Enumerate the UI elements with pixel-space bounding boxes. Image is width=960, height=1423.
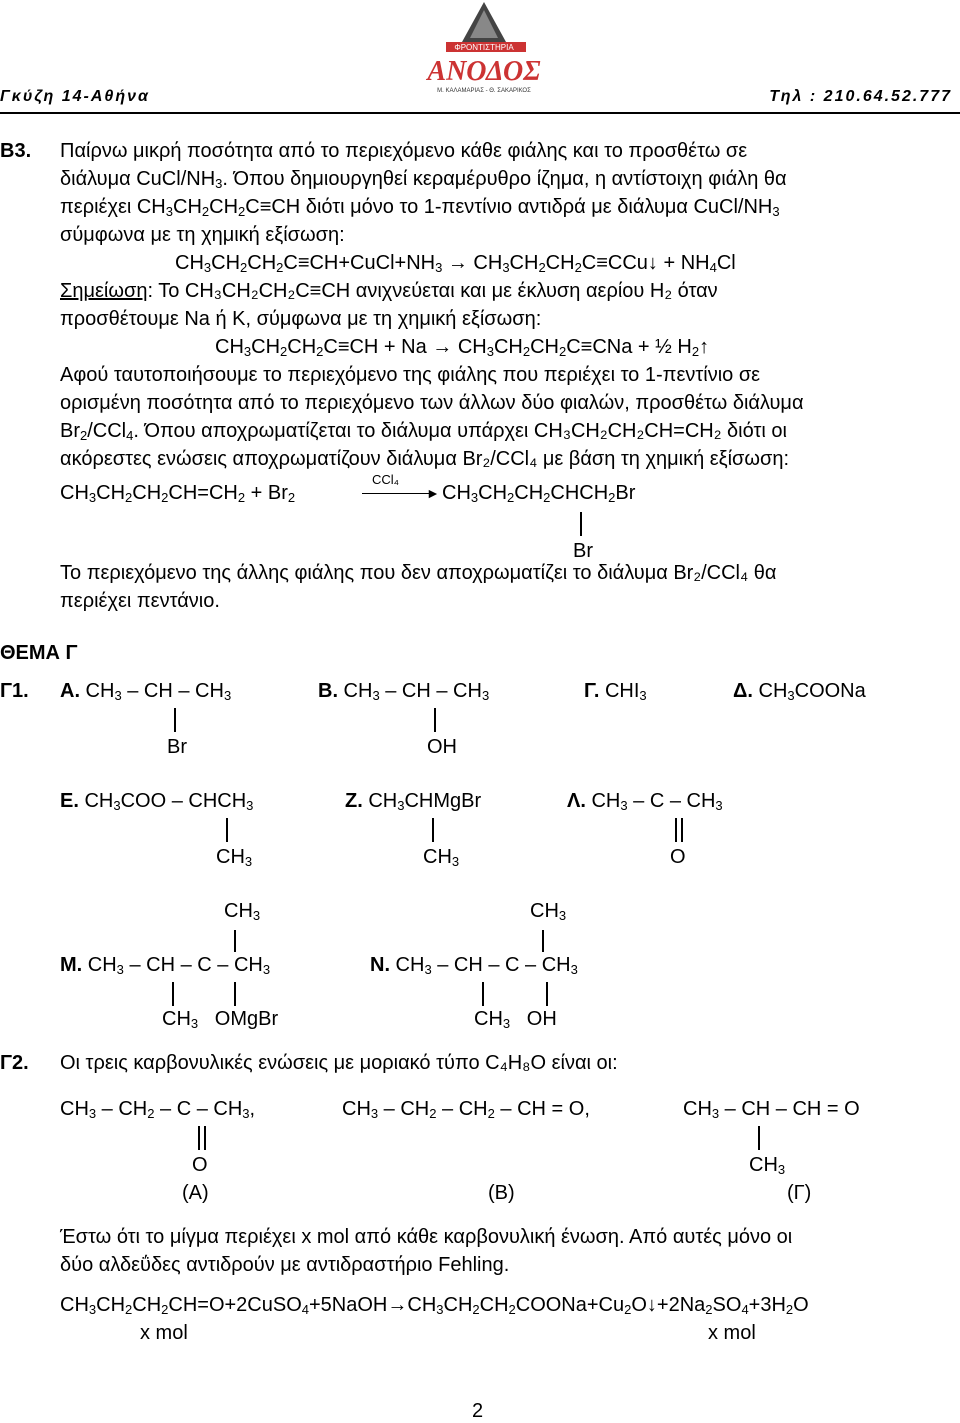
note-line2: προσθέτουμε Na ή K, σύμφωνα με τη χημική εξίσωση:: [60, 308, 542, 330]
bond-line: [758, 1126, 760, 1150]
bond-line: [542, 930, 544, 952]
bond-line: [234, 930, 236, 952]
logo: [418, 0, 551, 102]
header-address: Γκύζη 14-Αθήνα: [0, 88, 150, 105]
substituent-2g: $CH_3$: [749, 1154, 786, 1177]
compound-a: Α. $CH_3$ – CH – $CH_3$: [60, 680, 232, 703]
substituent-m-top: $CH_3$: [224, 900, 261, 923]
bond-line: [172, 982, 174, 1006]
section-title: ΘΕΜΑ Γ: [0, 642, 78, 664]
compound-z: Ζ. $CH_3CHMgBr$: [345, 790, 482, 813]
substituent-b: OH: [427, 736, 457, 758]
equation-br2-left: $CH_3CH_2CH_2CH=CH_2 + Br_2$: [60, 482, 296, 505]
b3-para2-line4: ακόρεστες ενώσεις αποχρωματίζουν διάλυμα Br₂/CCl₄ με βάση τη χημική εξίσωση:: [60, 448, 790, 470]
double-bond-line: [198, 1126, 200, 1150]
logo-sub-text: Μ. ΚΑΛΑΜΑΡΙΑΣ - Θ. ΣΑΚΑΡΙΚΟΣ: [437, 88, 531, 94]
compound-l: Λ. $CH_3$ – C – $CH_3$: [567, 790, 723, 813]
substituent-n-top: $CH_3$: [530, 900, 567, 923]
b3-label: Β3.: [0, 140, 32, 162]
bond-line: [226, 818, 228, 842]
b3-para2-line3: $Br_2/CCl_4$. Όπου αποχρωματίζεται το διάλυμα υπάρχει CH₃CH₂CH₂CH=CH₂ διότι οι: [60, 420, 787, 443]
g2-label: Γ2.: [0, 1052, 29, 1074]
b3-para2-line1: Αφού ταυτοποιήσουμε το περιεχόμενο της φιάλης που περιέχει το 1-πεντίνιο σε: [60, 364, 761, 386]
xmol-left: x mol: [140, 1322, 188, 1344]
substituent-e: $CH_3$: [216, 846, 253, 869]
ccl4-label: CCl₄: [372, 472, 399, 487]
substituent-2a: O: [192, 1154, 208, 1176]
b3-line3: περιέχει $CH_3CH_2CH_2C\equiv CH$ διότι μόνο το 1-πεντίνιο αντιδρά με διάλυμα CuCl/$NH_3$: [60, 196, 780, 219]
substituent-m-bottom: $CH_3$ OMgBr: [162, 1008, 279, 1031]
equation-br2-right: $CH_3CH_2CH_2CHCH_2Br$: [442, 482, 636, 505]
compound-2b: $CH_3 - CH_2 - CH_2$ – CH = O,: [342, 1098, 590, 1121]
br-substituent: Br: [573, 540, 593, 562]
b3-line1: Παίρνω μικρή ποσότητα από το περιεχόμενο κάθε φιάλης και το προσθέτω σε: [60, 140, 748, 162]
compound-n: Ν. $CH_3$ – CH – C – $CH_3$: [370, 954, 578, 977]
bond-line: [174, 708, 176, 732]
equation-fehling: $CH_3CH_2CH_2CH=O+2CuSO_4+5NaOH\to CH_3CH_2CH_2COONa+Cu_2O↓+2Na_2SO_4+3H_2O$: [60, 1294, 809, 1317]
bond-line: [234, 982, 236, 1006]
header-phone: Τηλ : 210.64.52.777: [769, 88, 952, 105]
label-a: (Α): [182, 1182, 209, 1204]
equation-cucl: $CH_3CH_2CH_2C\equiv CH+CuCl+NH_3$ → $CH_3CH_2CH_2C\equiv CCu↓ + NH_4Cl$: [175, 252, 736, 275]
g2-text-line2: δύο αλδεΰδες αντιδρούν με αντιδραστήριο Fehling.: [60, 1254, 510, 1276]
double-bond-line: [204, 1126, 206, 1150]
compound-g: Γ. $CHI_3$: [584, 680, 647, 703]
logo-name-text: ΑΝΟΔΟΣ: [427, 56, 541, 87]
label-b: (Β): [488, 1182, 515, 1204]
bond-line: [580, 512, 582, 536]
bond-line: [434, 708, 436, 732]
compound-b: Β. $CH_3$ – CH – $CH_3$: [318, 680, 490, 703]
xmol-right: x mol: [708, 1322, 756, 1344]
b3-para3-line1: Το περιεχόμενο της άλλης φιάλης που δεν αποχρωματίζει το διάλυμα Br₂/CCl₄ θα: [60, 562, 777, 584]
reaction-arrow-head: ►: [426, 485, 440, 501]
logo-graphic: [418, 0, 551, 102]
page-number: 2: [472, 1400, 484, 1422]
g1-label: Γ1.: [0, 680, 29, 702]
note-line1: Σημείωση: Το CH₃CH₂CH₂C≡CH ανιχνεύεται και με έκλυση αερίου H₂ όταν: [60, 280, 718, 302]
reaction-arrow-line: [362, 493, 434, 494]
b3-para2-line2: ορισμένη ποσότητα από το περιεχόμενο των άλλων δύο φιαλών, προσθέτω διάλυμα: [60, 392, 804, 414]
bond-line: [482, 982, 484, 1006]
g2-intro: Οι τρεις καρβονυλικές ενώσεις με μοριακό τύπο C₄H₈O είναι οι:: [60, 1052, 618, 1074]
double-bond-line: [675, 818, 677, 842]
compound-m: Μ. $CH_3$ – CH – C – $CH_3$: [60, 954, 271, 977]
substituent-z: $CH_3$: [423, 846, 460, 869]
compound-2a: $CH_3 - CH_2$ – C – $CH_3$,: [60, 1098, 256, 1121]
compound-e: Ε. $CH_3COO$ – $CHCH_3$: [60, 790, 254, 813]
bond-line: [546, 982, 548, 1006]
substituent-l: O: [670, 846, 686, 868]
b3-line2: διάλυμα CuCl/$NH_3$. Όπου δημιουργηθεί κεραμέρυθρο ίζημα, η αντίστοιχη φιάλη θα: [60, 168, 787, 191]
compound-2g: $CH_3$ – CH – CH = O: [683, 1098, 860, 1121]
g2-text-line1: Έστω ότι το μίγμα περιέχει x mol από κάθε καρβονυλική ένωση. Από αυτές μόνο οι: [60, 1226, 793, 1248]
b3-line4: σύμφωνα με τη χημική εξίσωση:: [60, 224, 345, 246]
double-bond-line: [681, 818, 683, 842]
header-divider: [0, 112, 960, 114]
b3-para3-line2: περιέχει πεντάνιο.: [60, 590, 220, 612]
equation-na: $CH_3CH_2CH_2C\equiv CH + Na \to CH_3CH_2CH_2C\equiv CNa$ + ½ $H_2↑$: [215, 336, 710, 359]
substituent-a: Br: [167, 736, 187, 758]
bond-line: [432, 818, 434, 842]
substituent-n-bottom: $CH_3$ OH: [474, 1008, 557, 1031]
compound-d: Δ. $CH_3COONa$: [733, 680, 866, 703]
logo-top-text: ΦΡΟΝΤΙΣΤΗΡΙΑ: [454, 43, 514, 52]
label-g: (Γ): [787, 1182, 812, 1204]
